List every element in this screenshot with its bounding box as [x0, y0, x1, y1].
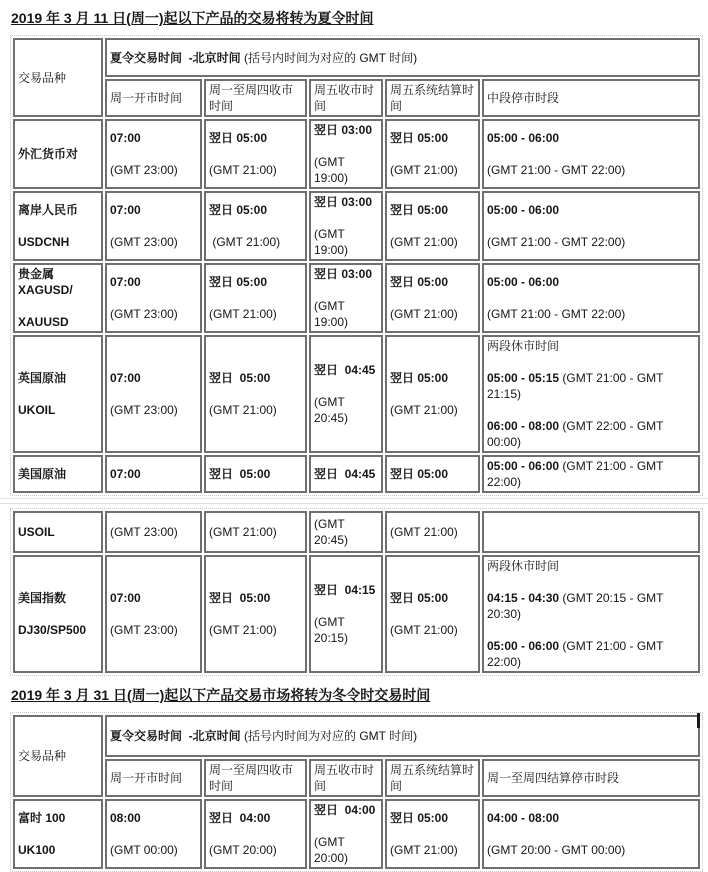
schedule-cell: [204, 263, 307, 333]
gmt-value: (GMT 21:00): [390, 307, 458, 321]
cell-line: [314, 516, 378, 548]
gmt-value: (GMT 19:00): [314, 155, 349, 185]
cell-line: [209, 202, 302, 218]
gmt-note: (括号内时间为对应的 GMT 时间): [240, 50, 418, 65]
product-label: [18, 622, 98, 638]
cell-line: [209, 810, 302, 826]
schedule-cell: [105, 511, 202, 553]
time-value: 07:00: [110, 591, 141, 605]
gmt-value: (GMT 21:00): [390, 843, 458, 857]
schedule-cell: [385, 263, 480, 333]
schedule-cell: [385, 555, 480, 673]
gmt-value: (GMT 20:45): [314, 395, 349, 425]
cell-line: [390, 590, 475, 606]
gmt-value: (GMT 19:00): [314, 299, 349, 329]
cell-line: [110, 234, 197, 250]
product-type-header: [13, 38, 103, 117]
column-header: [385, 759, 480, 797]
schedule-cell: [309, 455, 383, 493]
text-cursor: [697, 713, 700, 728]
cell-line: [110, 524, 197, 540]
schedule-cell: [309, 191, 383, 261]
product-name: 外汇货币对: [18, 147, 79, 161]
cell-line: [487, 810, 695, 826]
winter-trading-schedule-table: [10, 712, 703, 872]
cell-line: [390, 130, 475, 146]
cell-line: [209, 590, 302, 606]
cell-line: [314, 226, 378, 258]
schedule-cell: [309, 263, 383, 333]
cell-line: [110, 466, 197, 482]
schedule-cell: [105, 119, 202, 189]
time-value: 翌日 05:00: [390, 131, 449, 145]
product-label: [18, 266, 98, 298]
schedule-cell: [204, 191, 307, 261]
time-value: 04:00 - 08:00: [487, 811, 560, 825]
cell-line: [110, 810, 197, 826]
summer-table-section-bottom: [10, 508, 708, 676]
column-header-label: 周五系统结算时间: [390, 763, 475, 793]
cell-line: [110, 130, 197, 146]
time-value: 翌日 05:00: [209, 467, 271, 481]
time-value: 06:00 - 08:00: [487, 419, 560, 433]
gmt-value: (GMT 20:45): [314, 517, 349, 547]
column-header: [204, 79, 307, 117]
time-value: 翌日 03:00: [314, 123, 373, 137]
time-value: 翌日 05:00: [209, 203, 268, 217]
cell-line: [209, 842, 302, 858]
cell-line: [487, 458, 695, 490]
cell-line: [209, 370, 302, 386]
gmt-value: (GMT 20:15): [314, 615, 349, 645]
cell-line: [110, 202, 197, 218]
gmt-value: (GMT 23:00): [110, 623, 178, 637]
time-value: 翌日 05:00: [209, 591, 271, 605]
cell-line: [209, 130, 302, 146]
time-value: 翌日 05:00: [390, 467, 449, 481]
cell-line: [110, 162, 197, 178]
time-value: 07:00: [110, 371, 141, 385]
cell-line: [390, 402, 475, 418]
gmt-value: (GMT 00:00): [110, 843, 178, 857]
gmt-value: (GMT 20:15 - GMT 20:30): [487, 591, 667, 621]
time-value: 翌日 04:00: [209, 811, 271, 825]
product-name: 贵金属 XAGUSD/: [18, 267, 73, 297]
cell-line: [487, 418, 695, 450]
product-name: USDCNH: [18, 235, 70, 249]
column-header-label: 周一开市时间: [110, 771, 183, 785]
schedule-cell: [482, 455, 700, 493]
gmt-value: (GMT 21:00): [209, 307, 277, 321]
product-name: 富时 100: [18, 811, 66, 825]
schedule-cell: [105, 455, 202, 493]
gmt-value: (GMT 22:00 - GMT 00:00): [487, 419, 667, 449]
cell-line: [314, 298, 378, 330]
summer-table-section-top: [10, 35, 708, 496]
schedule-cell: [482, 555, 700, 673]
schedule-cell: [105, 555, 202, 673]
time-value: 翌日 05:00: [390, 811, 449, 825]
cell-line: [487, 162, 695, 178]
cell-line: [487, 590, 695, 622]
time-value: 05:00 - 05:15: [487, 371, 560, 385]
cell-line: [390, 842, 475, 858]
schedule-cell: [309, 511, 383, 553]
cell-line: [209, 622, 302, 638]
column-header-label: 周一至周四收市时间: [209, 763, 294, 793]
product-label: [18, 234, 98, 250]
time-value: 08:00: [110, 811, 141, 825]
cell-line: [390, 274, 475, 290]
beijing-time-bold: 夏令交易时间 -北京时间: [110, 729, 241, 743]
gmt-value: (GMT 21:00 - GMT 22:00): [487, 639, 667, 669]
product-type-label: 交易品种: [18, 70, 67, 85]
cell-line: [110, 622, 197, 638]
column-header-label: 周一至周四结算停市时段: [487, 771, 620, 785]
schedule-cell: [482, 119, 700, 189]
cell-line: [390, 202, 475, 218]
time-value: 翌日 04:15: [314, 583, 376, 597]
column-header: [482, 759, 700, 797]
schedule-cell: [482, 263, 700, 333]
time-value: 翌日 05:00: [390, 591, 449, 605]
schedule-cell: [482, 335, 700, 453]
schedule-cell: [105, 799, 202, 869]
cell-line: [487, 202, 695, 218]
cell-line: [314, 266, 378, 282]
gmt-value: 两段休市时间: [487, 339, 560, 353]
gmt-value: (GMT 21:00): [209, 235, 281, 249]
summer-trading-schedule-table-continued: [10, 508, 703, 676]
cell-line: [209, 234, 302, 250]
time-value: 05:00 - 06:00: [487, 275, 560, 289]
gmt-value: (GMT 21:00 - GMT 21:15): [487, 371, 667, 401]
gmt-value: (GMT 20:00): [314, 835, 349, 865]
gmt-value: (GMT 21:00): [209, 163, 277, 177]
gmt-value: (GMT 21:00): [390, 403, 458, 417]
product-type-label: 交易品种: [18, 749, 67, 763]
winter-table-wrap: [10, 712, 708, 872]
column-header-label: 周五系统结算时间: [390, 83, 475, 113]
product-label: [18, 466, 98, 482]
column-header-label: 周五收市时间: [314, 83, 375, 113]
column-header-label: 周五收市时间: [314, 763, 375, 793]
time-value: 翌日 05:00: [209, 371, 271, 385]
cell-line: [314, 122, 378, 138]
beijing-time-line: [110, 50, 695, 66]
gmt-value: 两段休市时间: [487, 559, 560, 573]
column-header: [204, 759, 307, 797]
gmt-value: (GMT 21:00): [390, 623, 458, 637]
cell-line: [110, 590, 197, 606]
time-value: 05:00 - 06:00: [487, 459, 560, 473]
time-value: 07:00: [110, 275, 141, 289]
product-name: UK100: [18, 843, 56, 857]
schedule-cell: [105, 191, 202, 261]
cell-line: [209, 466, 302, 482]
cell-line: [314, 394, 378, 426]
gmt-note: (括号内时间为对应的 GMT 时间): [240, 729, 418, 743]
cell-line: [209, 274, 302, 290]
column-header-label: 周一开市时间: [110, 91, 183, 105]
schedule-cell: [105, 263, 202, 333]
schedule-cell: [309, 555, 383, 673]
time-value: 07:00: [110, 131, 141, 145]
gmt-value: (GMT 21:00 - GMT 22:00): [487, 235, 626, 249]
cell-line: [110, 402, 197, 418]
product-label: [18, 146, 98, 162]
schedule-cell: [204, 455, 307, 493]
gmt-value: (GMT 21:00): [390, 235, 458, 249]
product-type-header: [13, 715, 103, 797]
column-header: [309, 759, 383, 797]
product-name: 离岸人民币: [18, 203, 79, 217]
cell-line: [390, 466, 475, 482]
cell-line: [314, 614, 378, 646]
gmt-value: (GMT 19:00): [314, 227, 349, 257]
cell-line: [390, 810, 475, 826]
column-header: [309, 79, 383, 117]
schedule-cell: [204, 555, 307, 673]
schedule-cell: [204, 335, 307, 453]
cell-line: [487, 338, 695, 354]
column-header: [482, 79, 700, 117]
cell-line: [487, 842, 695, 858]
schedule-cell: [309, 119, 383, 189]
cell-line: [314, 582, 378, 598]
cell-line: [110, 370, 197, 386]
cell-line: [110, 274, 197, 290]
cell-line: [487, 130, 695, 146]
gmt-value: (GMT 21:00): [390, 163, 458, 177]
product-label: [18, 524, 98, 540]
beijing-time-bold: 夏令交易时间 -北京时间: [110, 50, 241, 65]
cell-line: [314, 154, 378, 186]
product-name: XAUUSD: [18, 315, 69, 329]
gmt-value: (GMT 20:00): [209, 843, 277, 857]
winter-time-title: 2019 年 3 月 31 日(周一)起以下产品交易市场将转为冬令时交易时间: [11, 687, 431, 703]
time-value: 07:00: [110, 467, 141, 481]
time-value: 翌日 04:45: [314, 363, 376, 377]
column-header: [105, 759, 202, 797]
beijing-time-header: [105, 715, 700, 757]
cell-line: [314, 834, 378, 866]
time-value: 翌日 05:00: [390, 275, 449, 289]
cell-line: [209, 524, 302, 540]
gmt-value: (GMT 21:00): [209, 623, 277, 637]
gmt-value: (GMT 20:00 - GMT 00:00): [487, 843, 626, 857]
cell-line: [390, 370, 475, 386]
product-name: 英国原油: [18, 371, 67, 385]
product-label: [18, 842, 98, 858]
time-value: 翌日 03:00: [314, 267, 373, 281]
product-name: 美国原油: [18, 467, 67, 481]
beijing-time-header: [105, 38, 700, 77]
gmt-value: (GMT 23:00): [110, 163, 178, 177]
column-header: [105, 79, 202, 117]
summer-time-title: 2019 年 3 月 11 日(周一)起以下产品的交易将转为夏令时间: [11, 10, 374, 26]
schedule-cell: [204, 511, 307, 553]
schedule-cell: [385, 191, 480, 261]
product-label: [18, 314, 98, 330]
time-value: 05:00 - 06:00: [487, 639, 560, 653]
gmt-value: (GMT 23:00): [110, 307, 178, 321]
product-cell: [13, 555, 103, 673]
schedule-cell: [309, 799, 383, 869]
cell-line: [209, 162, 302, 178]
gmt-value: (GMT 23:00): [110, 403, 178, 417]
schedule-cell: [482, 799, 700, 869]
cell-line: [110, 842, 197, 858]
time-value: 翌日 05:00: [390, 371, 449, 385]
product-name: UKOIL: [18, 403, 56, 417]
time-value: 05:00 - 06:00: [487, 203, 560, 217]
schedule-cell: [204, 119, 307, 189]
product-label: [18, 810, 98, 826]
cell-line: [487, 638, 695, 670]
product-cell: [13, 511, 103, 553]
schedule-cell: [482, 191, 700, 261]
schedule-cell: [385, 799, 480, 869]
time-value: 翌日 03:00: [314, 195, 373, 209]
product-name: DJ30/SP500: [18, 623, 87, 637]
time-value: 翌日 04:00: [314, 803, 376, 817]
schedule-cell: [385, 455, 480, 493]
product-cell: [13, 335, 103, 453]
cell-line: [110, 306, 197, 322]
column-header-label: 中段停市时段: [487, 91, 560, 105]
cell-line: [314, 362, 378, 378]
time-value: 07:00: [110, 203, 141, 217]
cell-line: [390, 162, 475, 178]
time-value: 翌日 04:45: [314, 467, 376, 481]
cell-line: [487, 370, 695, 402]
column-header: [385, 79, 480, 117]
gmt-value: (GMT 21:00 - GMT 22:00): [487, 307, 626, 321]
gmt-value: (GMT 21:00): [390, 525, 458, 539]
beijing-time-line: [110, 728, 695, 744]
cell-line: [487, 558, 695, 574]
time-value: 04:15 - 04:30: [487, 591, 560, 605]
product-cell: [13, 191, 103, 261]
schedule-cell: [385, 511, 480, 553]
cell-line: [487, 306, 695, 322]
cell-line: [209, 306, 302, 322]
gmt-value: (GMT 21:00 - GMT 22:00): [487, 459, 667, 489]
product-label: [18, 402, 98, 418]
schedule-cell: [385, 335, 480, 453]
cell-line: [487, 234, 695, 250]
product-cell: [13, 455, 103, 493]
cell-line: [209, 402, 302, 418]
schedule-cell: [385, 119, 480, 189]
cell-line: [390, 622, 475, 638]
time-value: 翌日 05:00: [390, 203, 449, 217]
gmt-value: (GMT 21:00): [209, 403, 277, 417]
gmt-value: (GMT 21:00): [209, 525, 277, 539]
product-name: 美国指数: [18, 591, 67, 605]
cell-line: [390, 524, 475, 540]
product-name: USOIL: [18, 525, 55, 539]
cell-line: [390, 234, 475, 250]
schedule-cell: [105, 335, 202, 453]
time-value: 翌日 05:00: [209, 275, 268, 289]
page-break-line: [0, 503, 708, 504]
product-cell: [13, 799, 103, 869]
time-value: 05:00 - 06:00: [487, 131, 560, 145]
cell-line: [390, 306, 475, 322]
product-cell: [13, 263, 103, 333]
column-header-label: 周一至周四收市时间: [209, 83, 294, 113]
schedule-cell: [204, 799, 307, 869]
gmt-value: (GMT 23:00): [110, 525, 178, 539]
gmt-value: (GMT 23:00): [110, 235, 178, 249]
product-cell: [13, 119, 103, 189]
time-value: 翌日 05:00: [209, 131, 268, 145]
product-label: [18, 590, 98, 606]
cell-line: [487, 274, 695, 290]
page-break-line: [0, 498, 708, 499]
schedule-cell: [309, 335, 383, 453]
cell-line: [314, 802, 378, 818]
product-label: [18, 202, 98, 218]
page-break: [0, 498, 708, 508]
product-label: [18, 370, 98, 386]
summer-trading-schedule-table: [10, 35, 703, 496]
gmt-value: (GMT 21:00 - GMT 22:00): [487, 163, 626, 177]
cell-line: [314, 194, 378, 210]
cell-line: [314, 466, 378, 482]
schedule-cell: [482, 511, 700, 553]
